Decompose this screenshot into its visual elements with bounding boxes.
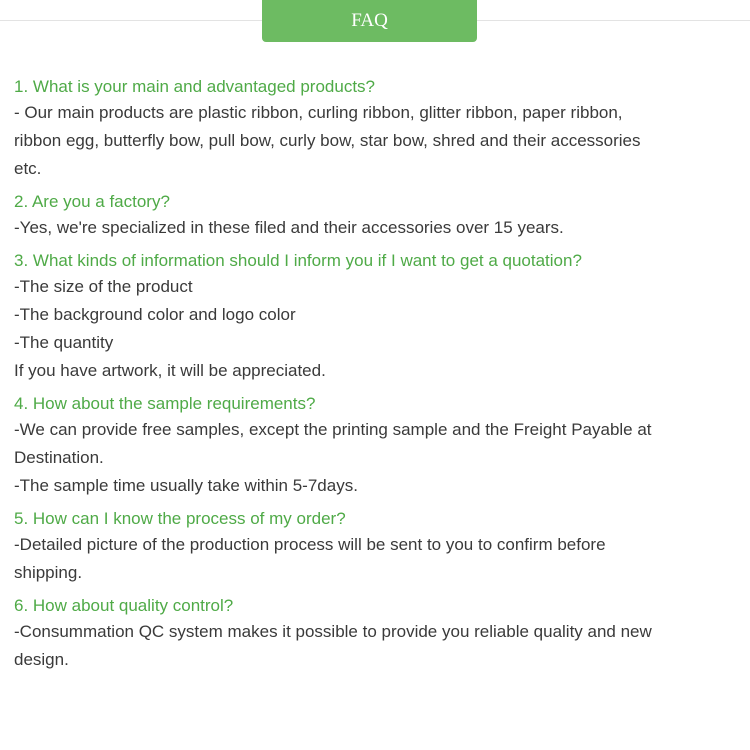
faq-question: 2. Are you a factory? — [14, 192, 170, 211]
faq-answer-line: -Detailed picture of the production process will be sent to you to confirm before — [14, 535, 606, 554]
faq-item — [14, 392, 740, 500]
faq-answer-line: -Consummation QC system makes it possible to provide you reliable quality and new — [14, 622, 652, 641]
faq-question: 6. How about quality control? — [14, 596, 234, 615]
faq-answer-line: -The background color and logo color — [14, 305, 296, 324]
faq-answer-line: -The quantity — [14, 333, 114, 352]
faq-answer-line: ribbon egg, butterfly bow, pull bow, curly bow, star bow, shred and their accessories — [14, 131, 641, 150]
faq-item — [14, 190, 740, 242]
faq-title-tab: FAQ — [262, 0, 477, 42]
faq-answer-line: -We can provide free samples, except the printing sample and the Freight Payable at — [14, 420, 652, 439]
faq-item — [14, 75, 740, 183]
faq-question: 1. What is your main and advantaged products? — [14, 77, 375, 96]
faq-item — [14, 507, 740, 587]
faq-question: 5. How can I know the process of my order? — [14, 509, 346, 528]
faq-answer-line: etc. — [14, 159, 42, 178]
faq-answer-line: - Our main products are plastic ribbon, curling ribbon, glitter ribbon, paper ribbon, — [14, 103, 623, 122]
faq-answer-line: If you have artwork, it will be appreciated. — [14, 361, 326, 380]
faq-list — [14, 75, 740, 681]
faq-item — [14, 249, 740, 385]
faq-item — [14, 594, 740, 674]
faq-answer-line: design. — [14, 650, 69, 669]
faq-answer-line: -The size of the product — [14, 277, 193, 296]
faq-answer-line: -The sample time usually take within 5-7days. — [14, 476, 358, 495]
faq-answer-line: -Yes, we're specialized in these filed and their accessories over 15 years. — [14, 218, 564, 237]
faq-answer-line: Destination. — [14, 448, 104, 467]
faq-answer-line: shipping. — [14, 563, 83, 582]
faq-question: 3. What kinds of information should I inform you if I want to get a quotation? — [14, 251, 582, 270]
faq-question: 4. How about the sample requirements? — [14, 394, 316, 413]
